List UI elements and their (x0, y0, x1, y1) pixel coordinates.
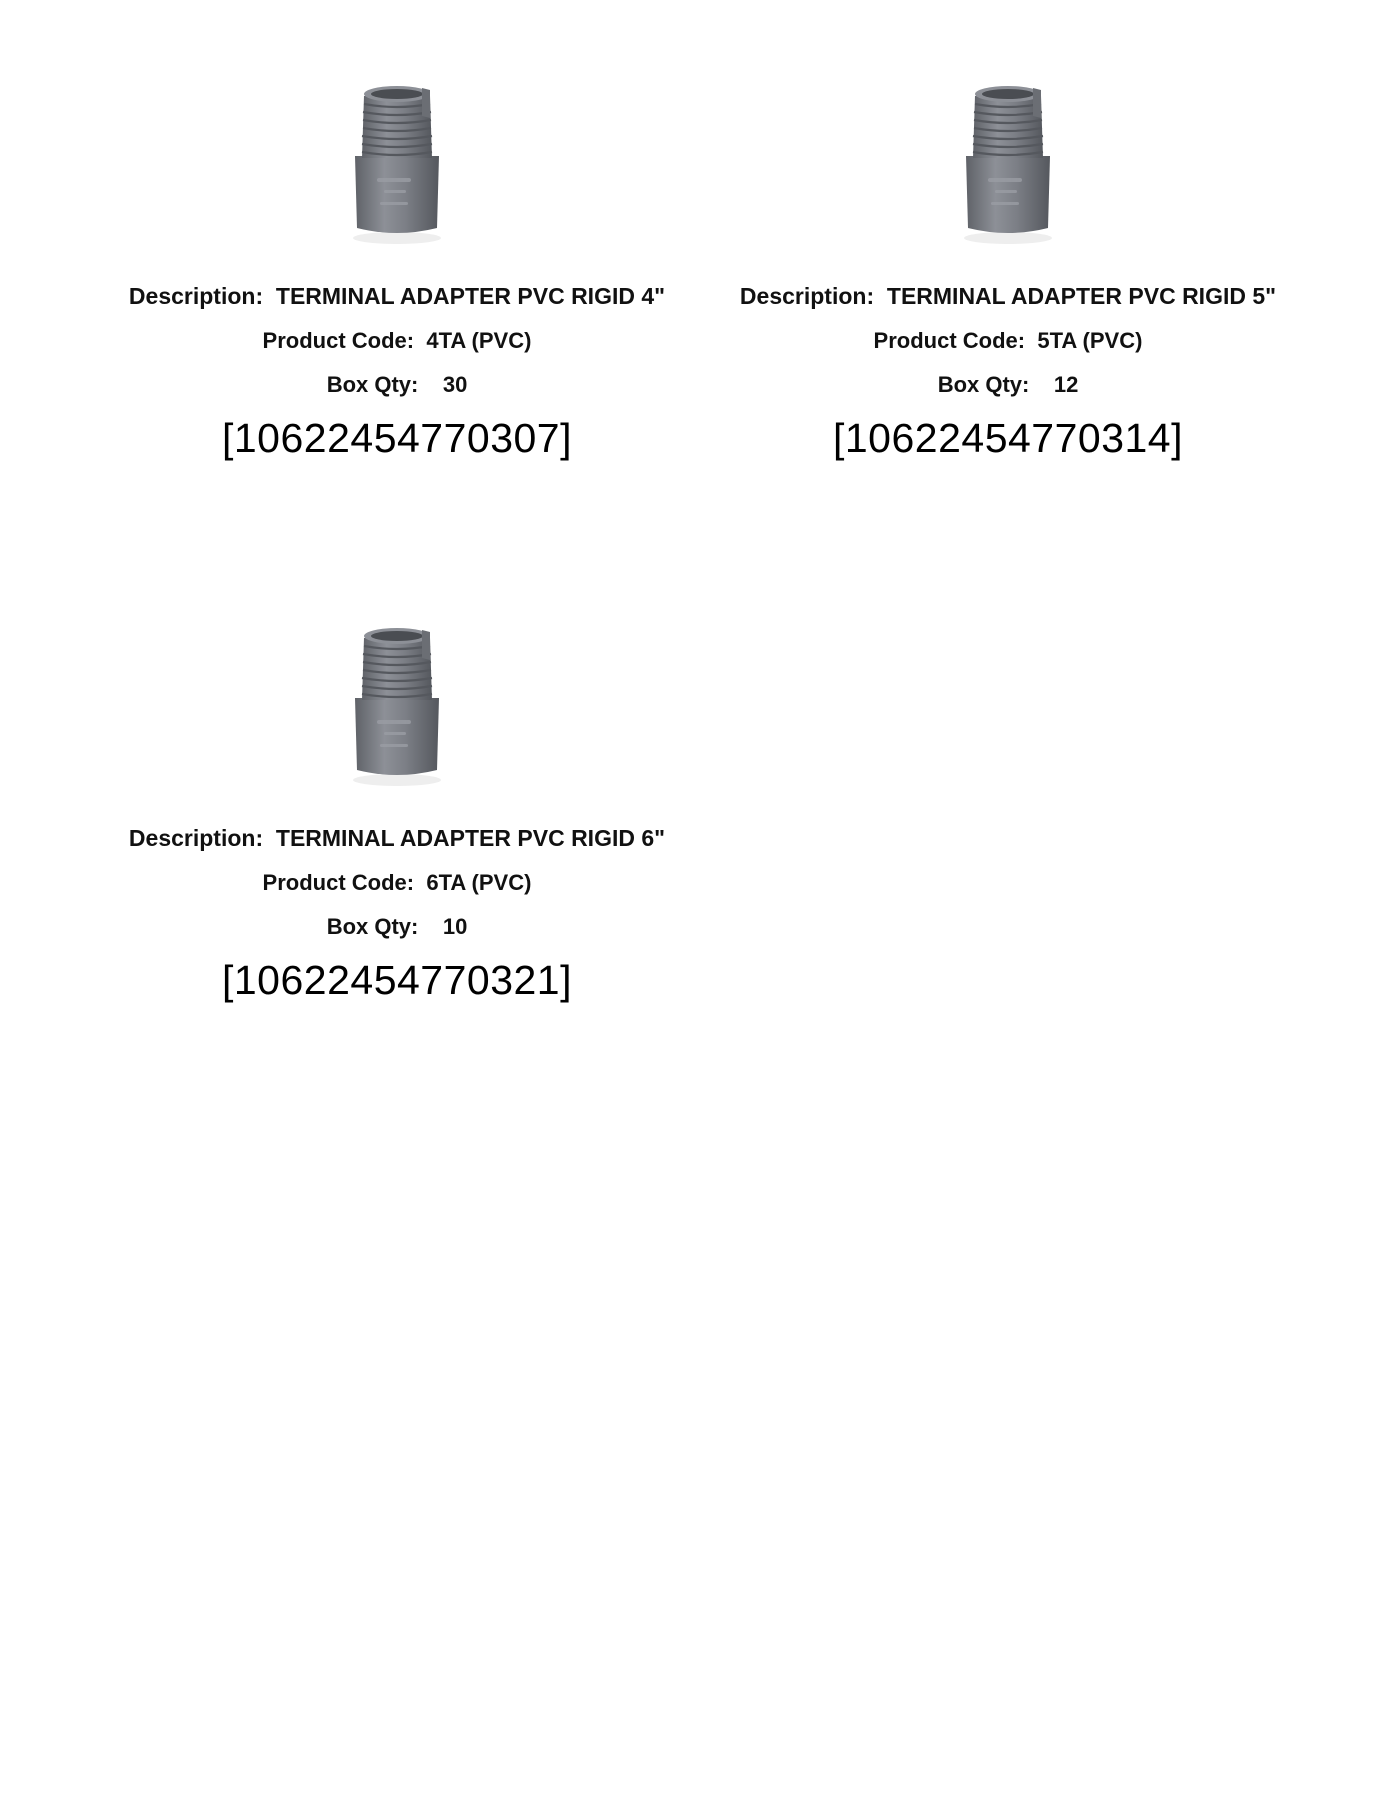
box-qty-label: Box Qty: (326, 914, 419, 939)
product-code-value: 4TA (PVC) (426, 328, 532, 353)
terminal-adapter-icon (322, 78, 472, 248)
description-value: TERMINAL ADAPTER PVC RIGID 6" (275, 825, 666, 851)
product-label-2 (708, 78, 1308, 538)
product-code-label: Product Code: (262, 870, 415, 895)
product-code-value: 5TA (PVC) (1037, 328, 1143, 353)
product-code-value: 6TA (PVC) (426, 870, 532, 895)
product-code-line (97, 869, 697, 897)
description-label: Description: (739, 283, 875, 309)
terminal-adapter-icon (322, 620, 472, 790)
barcode-text: [10622454770314] (832, 415, 1183, 461)
description-value: TERMINAL ADAPTER PVC RIGID 5" (886, 283, 1277, 309)
terminal-adapter-image (933, 78, 1083, 248)
terminal-adapter-image (322, 78, 472, 248)
product-label-3 (97, 620, 697, 1080)
description-line (97, 824, 697, 852)
box-qty-line (97, 371, 697, 399)
box-qty-line (708, 371, 1308, 399)
box-qty-value: 10 (442, 914, 468, 939)
box-qty-value: 12 (1053, 372, 1079, 397)
box-qty-label: Box Qty: (326, 372, 419, 397)
description-label: Description: (128, 825, 264, 851)
barcode-text: [10622454770321] (221, 957, 572, 1003)
description-line (708, 282, 1308, 310)
description-line (97, 282, 697, 310)
product-label-1 (97, 78, 697, 538)
box-qty-value: 30 (442, 372, 468, 397)
description-label: Description: (128, 283, 264, 309)
box-qty-line (97, 913, 697, 941)
terminal-adapter-icon (933, 78, 1083, 248)
description-value: TERMINAL ADAPTER PVC RIGID 4" (275, 283, 666, 309)
terminal-adapter-image (322, 620, 472, 790)
product-code-label: Product Code: (873, 328, 1026, 353)
barcode-text: [10622454770307] (221, 415, 572, 461)
product-code-line (708, 327, 1308, 355)
product-code-label: Product Code: (262, 328, 415, 353)
product-code-line (97, 327, 697, 355)
box-qty-label: Box Qty: (937, 372, 1030, 397)
